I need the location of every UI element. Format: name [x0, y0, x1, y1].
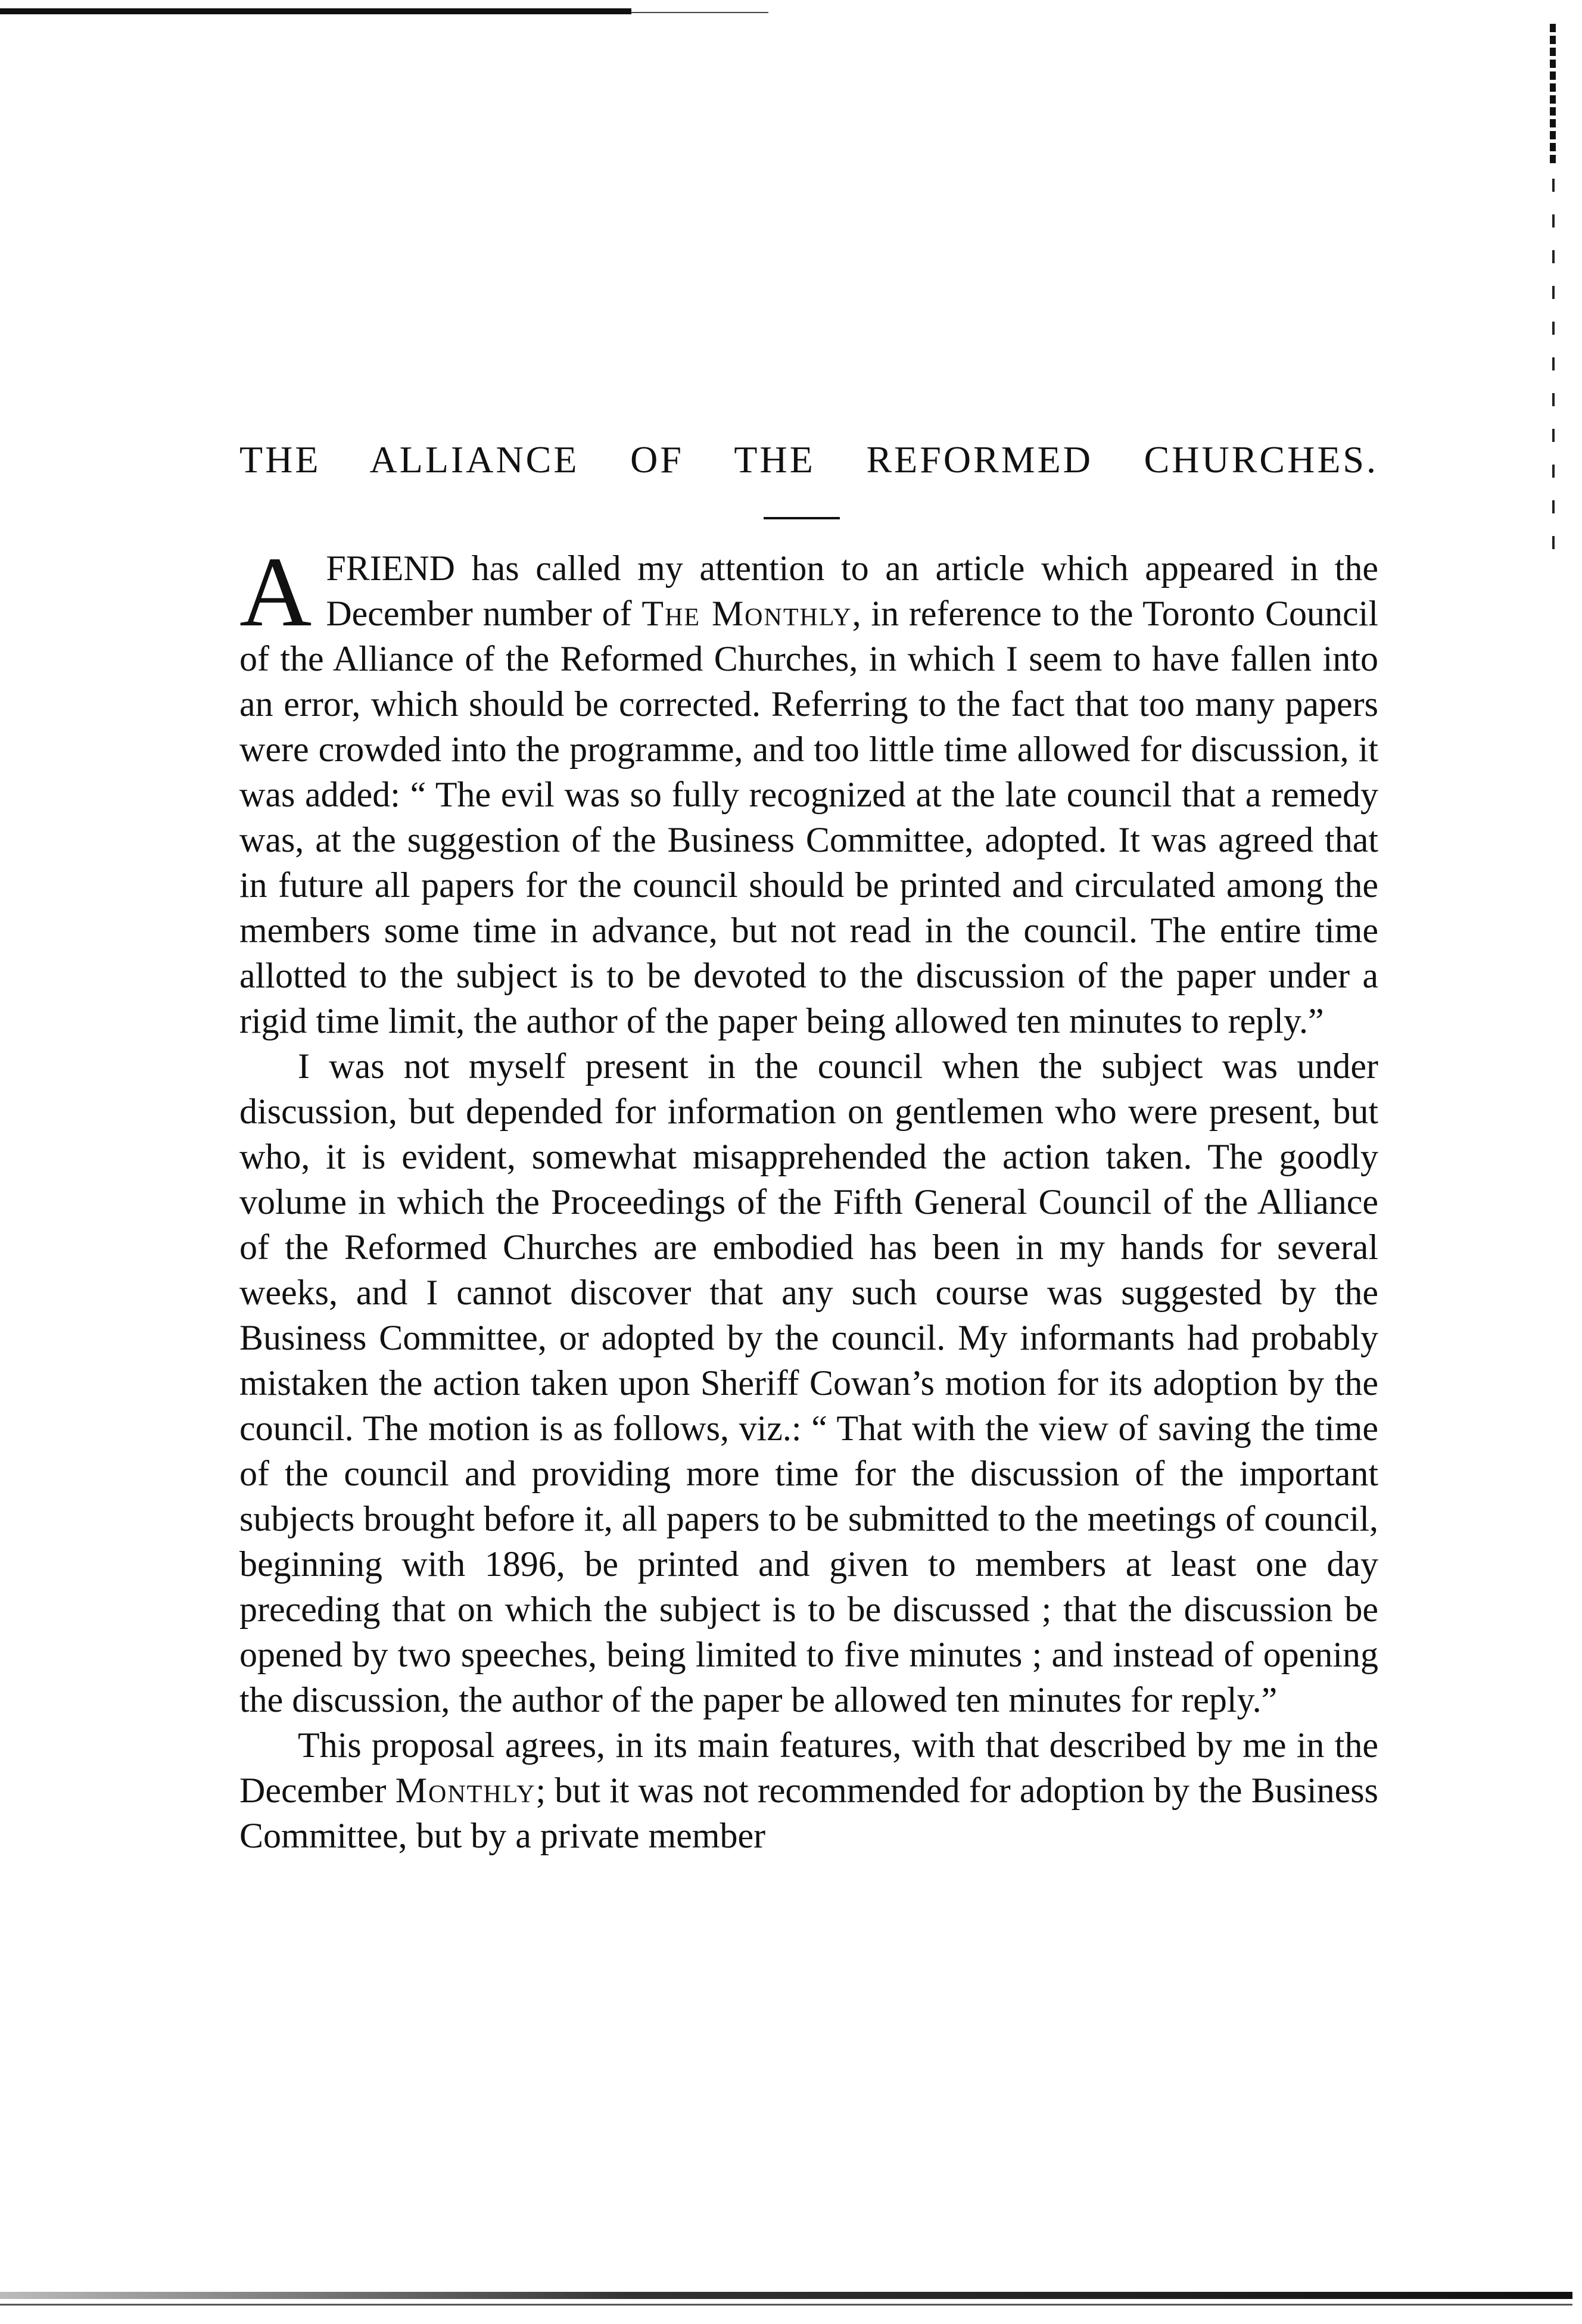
- paragraph-1-lead: FRIEND has called my attention to an article which appeared in the December number of: [326, 549, 1378, 633]
- title-divider: [764, 517, 840, 519]
- drop-cap-letter: A: [239, 537, 312, 647]
- paragraph-3-rest: ; but it was not recommended for adoption by the Business Committee, but by a private member: [239, 1771, 1378, 1855]
- scan-edge-top-thin: [631, 12, 768, 13]
- article-title: THE ALLIANCE OF THE REFORMED CHURCHES.: [239, 438, 1378, 481]
- scan-edge-bottom-thin: [0, 2304, 1572, 2306]
- scan-edge-top: [0, 8, 631, 14]
- paragraph-3-lead: This proposal agrees, in its main features, with that described by me in the December: [239, 1725, 1378, 1810]
- publication-name: The Monthly: [641, 594, 852, 633]
- publication-name-short: Monthly: [395, 1771, 536, 1810]
- article-body: [239, 537, 1379, 1858]
- paragraph-3: [239, 1722, 1378, 1858]
- scan-edge-bottom: [0, 2292, 1572, 2299]
- paragraph-2: I was not myself present in the council when the subject was under discussion, but depended for information on gentlemen who were present, but who, it is evident, somewhat misapprehended the action taken. The goodly volume in which the Proceedings of the Fifth General Council of the Alliance of the Reformed Churches are embodied has been in my hands for several weeks, and I cannot discover that any such course was suggested by the Business Committee, or adopted by the council. My informants had probably mistaken the action taken upon Sheriff Cowan’s motion for its adoption by the council. The motion is as follows, viz.: “ That with the view of saving the time of the council and providing more time for the discussion of the important subjects brought before it, all papers to be submitted to the meetings of council, beginning with 1896, be printed and given to members at least one day preceding that on which the subject is to be discussed ; that the discussion be opened by two speeches, being limited to five minutes ; and instead of opening the discussion, the author of the paper be allowed ten minutes for reply.”: [239, 1046, 1378, 1719]
- paragraph-1: [239, 537, 1379, 1043]
- paragraph-1-rest: , in reference to the Toronto Council of the Alliance of the Reformed Churches, in which I seem to have fallen into an error, which should be corrected. Referring to the fact that too many papers were crowded into the programme, and too little time allowed for discussion, it was added: “ The evil was so fully recognized at the late council that a remedy was, at the suggestion of the Business Committee, adopted. It was agreed that in future all papers for the council should be printed and circulated among the members some time in advance, but not read in the council. The entire time allotted to the subject is to be devoted to the discussion of the paper under a rigid time limit, the author of the paper being allowed ten minutes to reply.”: [239, 594, 1379, 1040]
- scan-edge-right: [1550, 24, 1556, 167]
- scan-edge-right-lower: [1552, 179, 1555, 560]
